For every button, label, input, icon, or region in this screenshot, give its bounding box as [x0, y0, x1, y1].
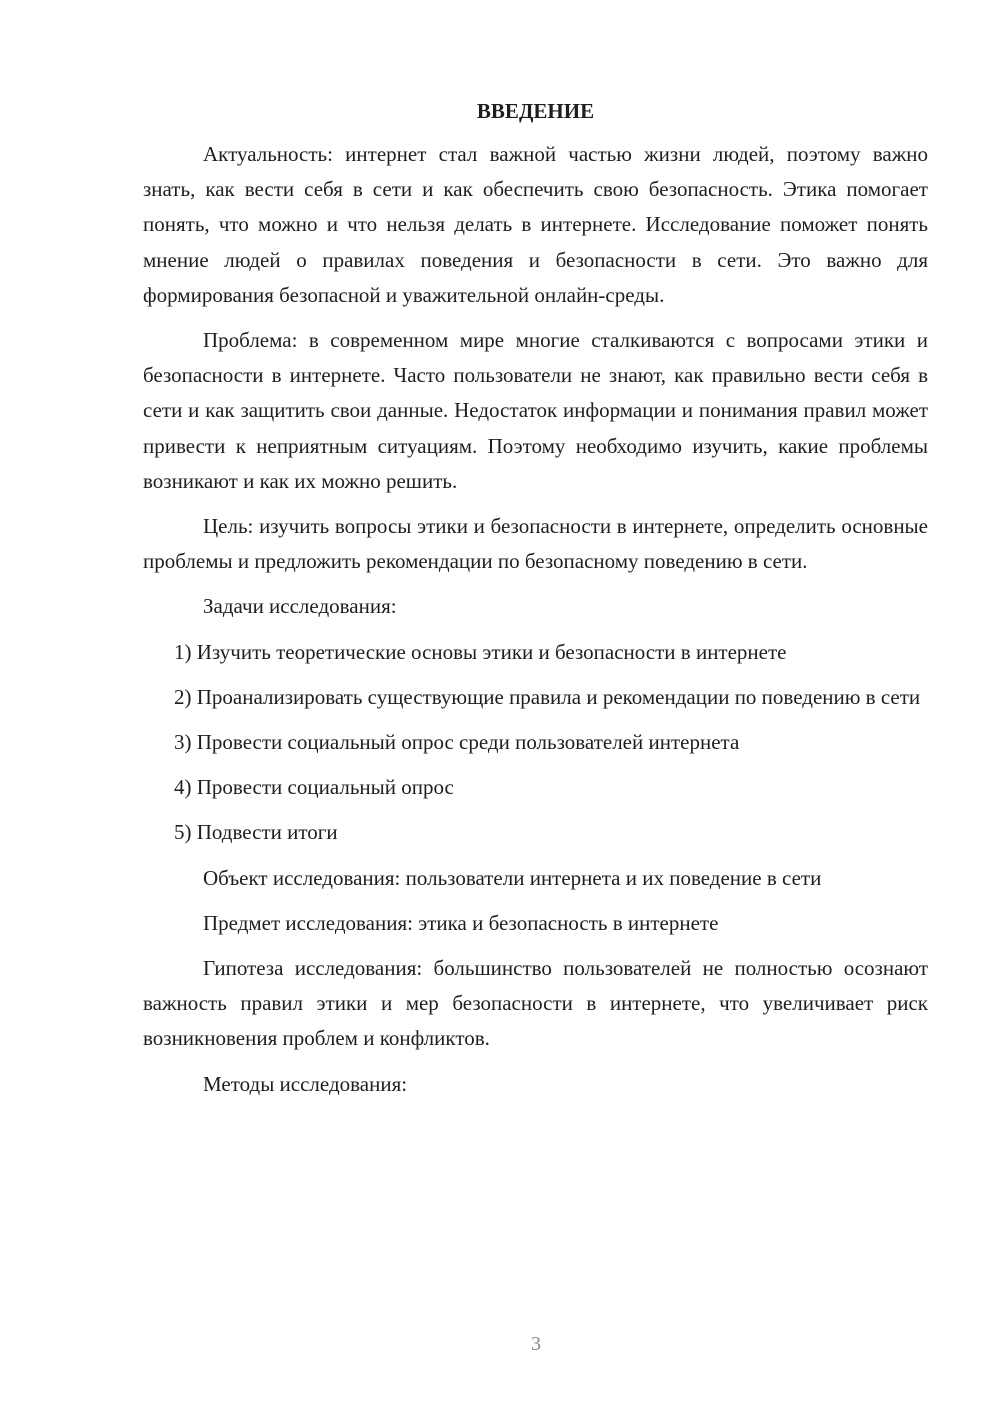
paragraph-relevance: Актуальность: интернет стал важной частью жизни людей, поэтому важно знать, как вести себя в сети и как обеспечить свою безопасность. Этика помогает понять, что можно и что нельзя делать в интернете. Исследование поможет понять мнение людей о правилах поведения и безопасности в сети. Это важно для формирования безопасной и уважительной онлайн-среды.	[143, 142, 928, 307]
task-item-5: 5) Подвести итоги	[174, 820, 338, 845]
page-title: ВВЕДЕНИЕ	[476, 99, 595, 123]
task-item-1: 1) Изучить теоретические основы этики и безопасности в интернете	[174, 639, 787, 664]
task-item-4: 4) Провести социальный опрос	[174, 775, 454, 800]
methods-heading: Методы исследования:	[203, 1071, 408, 1096]
paragraph-subject: Предмет исследования: этика и безопасность в интернете	[203, 910, 719, 935]
tasks-heading: Задачи исследования:	[203, 594, 397, 619]
paragraph-hypothesis: Гипотеза исследования: большинство пользователей не полностью осознают важность правил этики и мер безопасности в интернете, что увеличивает риск возникновения проблем и конфликтов.	[143, 956, 928, 1051]
paragraph-object: Объект исследования: пользователи интернета и их поведение в сети	[203, 865, 822, 890]
paragraph-problem: Проблема: в современном мире многие сталкиваются с вопросами этики и безопасности в интернете. Часто пользователи не знают, как правильно вести себя в сети и как защитить свои данные. Недостаток информации и понимания правил может привести к неприятным ситуациям. Поэтому необходимо изучить, какие проблемы возникают и как их можно решить.	[143, 328, 928, 493]
paragraph-goal: Цель: изучить вопросы этики и безопасности в интернете, определить основные проблемы и предложить рекомендации по безопасному поведению в сети.	[143, 514, 928, 574]
page-number: 3	[531, 1333, 541, 1355]
page-body	[143, 95, 928, 1112]
task-item-3: 3) Провести социальный опрос среди пользователей интернета	[174, 730, 740, 755]
task-item-2: 2) Проанализировать существующие правила и рекомендации по поведению в сети	[174, 684, 921, 709]
